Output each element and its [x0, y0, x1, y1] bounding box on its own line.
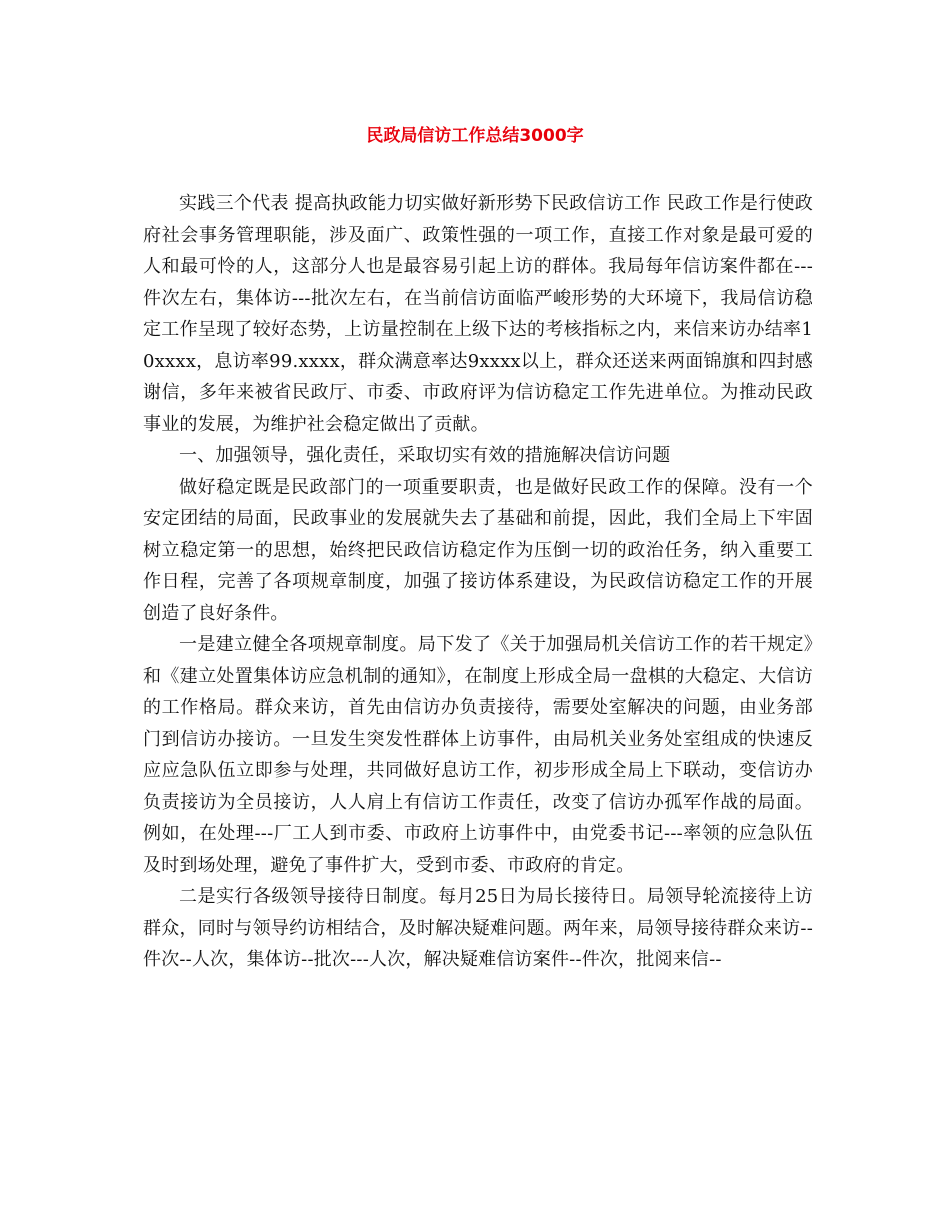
- paragraph-reception-day: 二是实行各级领导接待日制度。每月25日为局长接待日。局领导轮流接待上访群众，同时与领导约访相结合，及时解决疑难问题。两年来，局领导接待群众来访--件次--人次，集体访--批次---人次，解决疑难信访案件--件次，批阅来信--: [143, 886, 813, 970]
- document-body: [143, 188, 813, 976]
- paragraph-rules: 一是建立健全各项规章制度。局下发了《关于加强局机关信访工作的若干规定》和《建立处置集体访应急机制的通知》，在制度上形成全局一盘棋的大稳定、大信访的工作格局。群众来访，首先由信访办负责接待，需要处室解决的问题，由业务部门到信访办接访。一旦发生突发性群体上访事件，由局机关业务处室组成的快速反应应急队伍立即参与处理，共同做好息访工作，初步形成全局上下联动，变信访办负责接访为全员接访，人人肩上有信访工作责任，改变了信访办孤军作战的局面。例如，在处理---厂工人到市委、市政府上访事件中，由党委书记---率领的应急队伍及时到场处理，避免了事件扩大，受到市委、市政府的肯定。: [143, 634, 813, 876]
- paragraph-intro: 实践三个代表 提高执政能力切实做好新形势下民政信访工作 民政工作是行使政府社会事务管理职能，涉及面广、政策性强的一项工作，直接工作对象是最可爱的人和最可怜的人，这部分人也是最容易引起上访的群体。我局每年信访案件都在---件次左右，集体访---批次左右，在当前信访面临严峻形势的大环境下，我局信访稳定工作呈现了较好态势，上访量控制在上级下达的考核指标之内，来信来访办结率10xxxx，息访率99.xxxx，群众满意率达9xxxx以上，群众还送来两面锦旗和四封感谢信，多年来被省民政厅、市委、市政府评为信访稳定工作先进单位。为推动民政事业的发展，为维护社会稳定做出了贡献。: [143, 193, 813, 435]
- paragraph-stability: 做好稳定既是民政部门的一项重要职责，也是做好民政工作的保障。没有一个安定团结的局面，民政事业的发展就失去了基础和前提，因此，我们全局上下牢固树立稳定第一的思想，始终把民政信访稳定作为压倒一切的政治任务，纳入重要工作日程，完善了各项规章制度，加强了接访体系建设，为民政信访稳定工作的开展创造了良好条件。: [143, 476, 813, 624]
- document-title: 民政局信访工作总结3000字: [366, 126, 584, 146]
- section-heading-1: 一、加强领导，强化责任，采取切实有效的措施解决信访问题: [179, 445, 671, 466]
